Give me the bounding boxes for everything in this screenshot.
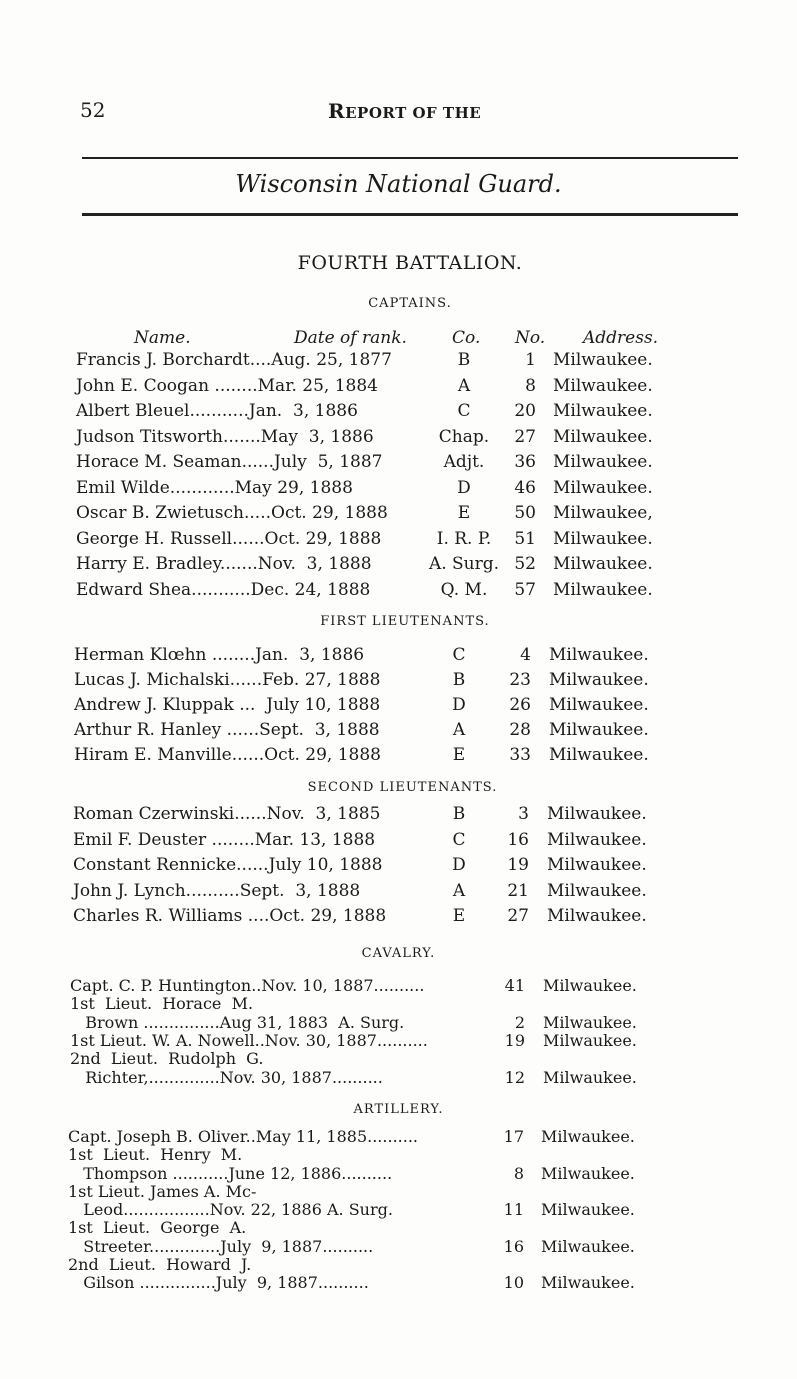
row-company: B (452, 804, 466, 824)
row-name-date: Arthur R. Hanley ......Sept. 3, 1888 (74, 720, 380, 740)
line-address: Milwaukee. (543, 1031, 637, 1050)
row-name-date: Hiram E. Manville......Oct. 29, 1888 (74, 745, 381, 765)
row-address: Milwaukee, (553, 503, 653, 523)
row-number: 51 (514, 528, 536, 549)
row-address: Milwaukee. (553, 452, 653, 472)
line-number: 10 (503, 1273, 524, 1292)
col-header-name: Name. (134, 328, 191, 348)
row-company: D (457, 477, 471, 498)
line-text: 1st Lieut. Henry M. (68, 1145, 243, 1164)
row-number: 19 (507, 855, 529, 875)
row-name-date: John J. Lynch..........Sept. 3, 1888 (73, 880, 361, 901)
line-number: 17 (503, 1127, 524, 1146)
col-header-address: Address. (583, 328, 659, 348)
row-address: Milwaukee. (553, 401, 653, 421)
section-second-lieutenants-title: SECOND LIEUTENANTS. (307, 780, 498, 795)
row-company: Adjt. (443, 452, 485, 472)
line-address: Milwaukee. (541, 1200, 635, 1219)
row-number: 28 (509, 720, 531, 740)
row-number: 57 (514, 579, 536, 600)
row-address: Milwaukee. (547, 804, 647, 824)
line-number: 2 (514, 1013, 525, 1032)
row-company: E (457, 503, 471, 523)
line-address: Milwaukee. (543, 976, 637, 995)
running-head-initial: R (328, 99, 346, 123)
row-name-date: Edward Shea...........Dec. 24, 1888 (76, 579, 371, 600)
row-address: Milwaukee. (553, 375, 653, 396)
line-text: Capt. C. P. Huntington..Nov. 10, 1887.......... (70, 976, 425, 995)
row-number: 1 (525, 350, 536, 370)
row-company: Chap. (438, 426, 490, 447)
line-text: 1st Lieut. James A. Mc- (68, 1182, 257, 1201)
line-number: 16 (503, 1237, 524, 1256)
line-text: 1st Lieut. W. A. Nowell..Nov. 30, 1887.......... (70, 1031, 428, 1050)
row-number: 3 (518, 804, 529, 824)
row-company: C (457, 401, 471, 421)
row-name-date: Lucas J. Michalski......Feb. 27, 1888 (74, 670, 381, 690)
row-company: A (457, 375, 471, 396)
row-company: E (452, 906, 466, 926)
row-number: 26 (509, 695, 531, 715)
line-text: 1st Lieut. George A. (68, 1218, 247, 1237)
row-number: 16 (507, 829, 529, 850)
row-company: C (452, 829, 466, 850)
row-name-date: John E. Coogan ........Mar. 25, 1884 (76, 375, 378, 396)
row-company: B (452, 670, 466, 690)
line-address: Milwaukee. (541, 1273, 635, 1292)
row-company: E (452, 745, 466, 765)
page-number: 52 (80, 98, 106, 122)
row-name-date: Emil Wilde............May 29, 1888 (76, 477, 353, 498)
running-head (328, 99, 481, 123)
row-number: 50 (514, 503, 536, 523)
row-number: 27 (507, 906, 529, 926)
row-address: Milwaukee. (553, 477, 653, 498)
row-name-date: Albert Bleuel...........Jan. 3, 1886 (76, 401, 358, 421)
row-number: 27 (514, 426, 536, 447)
line-number: 8 (513, 1164, 524, 1183)
line-number: 11 (503, 1200, 524, 1219)
section-cavalry-title: CAVALRY. (361, 946, 436, 961)
row-address: Milwaukee. (549, 670, 649, 690)
row-name-date: George H. Russell......Oct. 29, 1888 (76, 528, 382, 549)
row-number: 4 (520, 645, 531, 665)
row-address: Milwaukee. (547, 906, 647, 926)
row-address: Milwaukee. (553, 528, 653, 549)
line-text: 2nd Lieut. Rudolph G. (70, 1049, 264, 1068)
row-number: 21 (507, 880, 529, 901)
row-company: D (452, 695, 466, 715)
line-text: Gilson ...............July 9, 1887.......... (68, 1273, 369, 1292)
line-address: Milwaukee. (543, 1068, 637, 1087)
line-text: 2nd Lieut. Howard J. (68, 1255, 252, 1274)
row-number: 8 (525, 375, 536, 396)
banner-rule (82, 213, 738, 216)
row-address: Milwaukee. (547, 880, 647, 901)
line-number: 41 (504, 976, 525, 995)
running-head-rest: EPORT OF THE (345, 104, 482, 122)
row-company: Q. M. (440, 579, 488, 600)
row-address: Milwaukee. (549, 645, 649, 665)
row-company: C (452, 645, 466, 665)
battalion-heading: FOURTH BATTALION. (297, 252, 523, 274)
line-address: Milwaukee. (543, 1013, 637, 1032)
row-number: 33 (509, 745, 531, 765)
row-name-date: Roman Czerwinski......Nov. 3, 1885 (73, 804, 381, 824)
col-header-co: Co. (452, 328, 481, 348)
row-name-date: Francis J. Borchardt....Aug. 25, 1877 (76, 350, 392, 370)
section-artillery-title: ARTILLERY. (353, 1102, 444, 1117)
section-captains-title: CAPTAINS. (368, 296, 452, 311)
row-name-date: Oscar B. Zwietusch.....Oct. 29, 1888 (76, 503, 388, 523)
top-rule (82, 157, 738, 159)
row-name-date: Horace M. Seaman......July 5, 1887 (76, 452, 383, 472)
row-address: Milwaukee. (547, 855, 647, 875)
line-text: Leod.................Nov. 22, 1886 A. Surg. (68, 1200, 393, 1219)
row-number: 36 (514, 452, 536, 472)
row-address: Milwaukee. (553, 579, 653, 600)
row-address: Milwaukee. (549, 720, 649, 740)
line-text: Thompson ...........June 12, 1886.......... (68, 1164, 393, 1183)
row-name-date: Andrew J. Kluppak ... July 10, 1888 (74, 695, 381, 715)
col-header-date: Date of rank. (294, 328, 407, 348)
line-text: 1st Lieut. Horace M. (70, 994, 254, 1013)
line-number: 19 (504, 1031, 525, 1050)
line-text: Brown ...............Aug 31, 1883 A. Surg. (70, 1013, 405, 1032)
line-address: Milwaukee. (541, 1164, 635, 1183)
row-address: Milwaukee. (547, 829, 647, 850)
line-text: Richter,..............Nov. 30, 1887.......... (70, 1068, 383, 1087)
row-number: 20 (514, 401, 536, 421)
line-text: Streeter..............July 9, 1887.......... (68, 1237, 374, 1256)
line-number: 12 (504, 1068, 525, 1087)
row-address: Milwaukee. (549, 695, 649, 715)
row-company: A. Surg. (428, 554, 500, 574)
row-number: 46 (514, 477, 536, 498)
row-company: D (452, 855, 466, 875)
row-name-date: Judson Titsworth.......May 3, 1886 (76, 426, 374, 447)
line-address: Milwaukee. (541, 1237, 635, 1256)
row-name-date: Harry E. Bradley.......Nov. 3, 1888 (76, 554, 372, 574)
row-company: A (452, 880, 466, 901)
row-name-date: Constant Rennicke......July 10, 1888 (73, 855, 383, 875)
row-address: Milwaukee. (553, 554, 653, 574)
row-name-date: Charles R. Williams ....Oct. 29, 1888 (73, 906, 387, 926)
row-name-date: Emil F. Deuster ........Mar. 13, 1888 (73, 829, 376, 850)
row-company: B (457, 350, 471, 370)
row-name-date: Herman Klœhn ........Jan. 3, 1886 (74, 645, 365, 665)
row-address: Milwaukee. (553, 350, 653, 370)
col-header-no: No. (515, 328, 546, 348)
row-company: I. R. P. (436, 528, 492, 549)
row-address: Milwaukee. (553, 426, 653, 447)
section-first-lieutenants-title: FIRST LIEUTENANTS. (320, 614, 490, 629)
row-address: Milwaukee. (549, 745, 649, 765)
banner-title: Wisconsin National Guard. (235, 170, 562, 198)
line-address: Milwaukee. (541, 1127, 635, 1146)
row-number: 23 (509, 670, 531, 690)
row-number: 52 (514, 554, 536, 574)
row-company: A (452, 720, 466, 740)
line-text: Capt. Joseph B. Oliver..May 11, 1885.......... (68, 1127, 418, 1146)
